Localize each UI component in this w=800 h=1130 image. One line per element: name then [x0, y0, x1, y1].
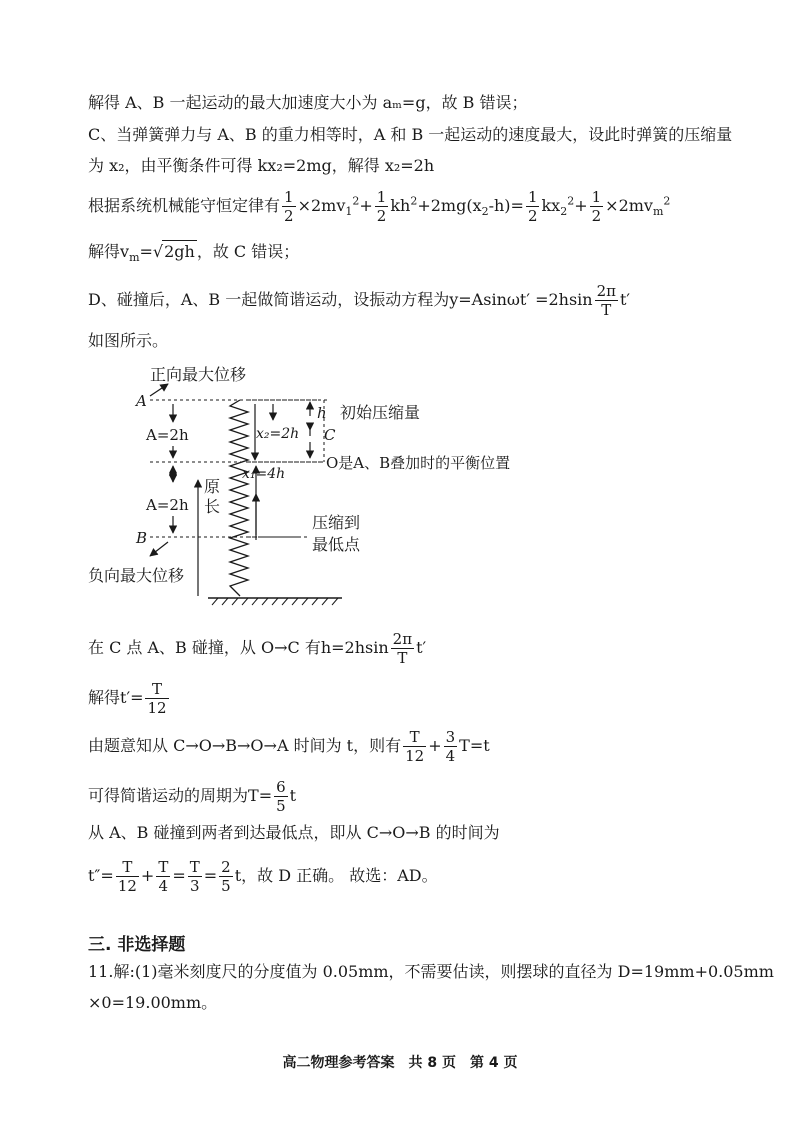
line-5: 解得$v_m=√2gh$ ，故 C 错误； — [88, 242, 300, 265]
line-13-suffix: ，故 D 正确。 故选：AD。 — [241, 866, 438, 885]
line-8-equation: h=2hsin — [320, 638, 389, 657]
line-5-prefix: 解得 — [88, 242, 121, 261]
h-label: h — [317, 404, 327, 422]
line-14: 11.解:(1)毫米刻度尺的分度值为 0.05mm，不需要估读，则摆球的直径为 D=19mm+0.05mm — [88, 962, 774, 981]
amp-top: A=2h — [146, 426, 189, 444]
line-1: 解得 A、B 一起运动的最大加速度大小为 aₘ=g，故 B 错误； — [88, 93, 528, 112]
spring-oscillation-diagram — [80, 360, 560, 610]
page-footer: 高二物理参考答案 共 8 页 第 4 页 — [282, 1055, 518, 1071]
initial-compression: 初始压缩量 — [340, 403, 421, 422]
line-10-prefix: 由题意知从 C→O→B→O→A 时间为 t，则有 — [88, 736, 402, 755]
x2-label: x₂=2h — [256, 426, 300, 442]
line-4-energy-equation: 根据系统机械能守恒定律有 $\frac{1}{2}$ $\times 2mv_1^2+$ $\frac{1}{2}$ $kh^2+2mg(x_2-h)=$ $\frac{1}{2}$ $kx_2^2+$ $\frac{1}{2}$ $\times 2mv_m^2$ — [88, 188, 671, 225]
line-4-prefix: 根据系统机械能守恒定律有 — [88, 196, 281, 215]
line-5-suffix: ，故 C 错误； — [196, 242, 300, 261]
line-12: 从 A、B 碰撞到两者到达最低点，即从 C→O→B 的时间为 — [88, 823, 500, 842]
line-6: D、碰撞后，A、B 一起做简谐运动，设振动方程为y=Asinωt′ =2hsin $\frac{2\pi}{T}$ t′ — [88, 282, 631, 319]
line-11-prefix: 可得简谐运动的周期为 — [88, 786, 249, 805]
label-A: A — [136, 392, 147, 410]
line-6-prefix: D、碰撞后，A、B 一起做简谐运动，设振动方程为 — [88, 290, 450, 309]
section-heading: 三. 非选择题 — [88, 935, 186, 955]
line-2: C、当弹簧弹力与 A、B 的重力相等时，A 和 B 一起运动的速度最大，设此时弹簧的压缩量 — [88, 125, 733, 144]
label-B: B — [136, 529, 148, 547]
O-equilibrium-label: O是A、B叠加时的平衡位置 — [326, 454, 511, 472]
line-8: 在 C 点 A、B 碰撞，从 O→C 有h=2hsin $\frac{2\pi}{T}$ t′ — [88, 630, 427, 667]
line-9: 解得t′= $\frac{T}{12}$ — [88, 680, 167, 717]
line-13: t″= $\frac{T}{12}$ + $\frac{T}{4}$ = $\frac{T}{3}$ = $\frac{2}{5}$ t，故 D 正确。 故选：AD。 — [88, 858, 438, 895]
C-label: C — [324, 426, 336, 444]
line-8-prefix: 在 C 点 A、B 碰撞，从 O→C 有 — [88, 638, 321, 657]
natural-length-1: 原 — [204, 477, 221, 496]
pos-max-label: 正向最大位移 — [150, 365, 247, 384]
line-9-prefix: 解得 — [88, 688, 121, 707]
line-7: 如图所示。 — [88, 331, 169, 350]
line-10: 由题意知从 C→O→B→O→A 时间为 t，则有 $\frac{T}{12}$ + $\frac{3}{4}$ T=t — [88, 728, 490, 765]
amp-bottom: A=2h — [146, 496, 189, 514]
natural-length-2: 长 — [204, 497, 221, 516]
lowest-2: 最低点 — [312, 535, 361, 554]
neg-max-label: 负向最大位移 — [88, 566, 185, 585]
line-15: ×0=19.00mm。 — [88, 993, 218, 1012]
line-3: 为 x₂，由平衡条件可得 kx₂=2mg，解得 x₂=2h — [88, 156, 435, 175]
x1-label: x₁=4h — [242, 466, 286, 482]
line-6-equation: y=Asinωt′ =2hsin — [449, 290, 593, 309]
line-11: 可得简谐运动的周期为T= $\frac{6}{5}$ t — [88, 778, 297, 815]
lowest-1: 压缩到 — [312, 513, 361, 532]
